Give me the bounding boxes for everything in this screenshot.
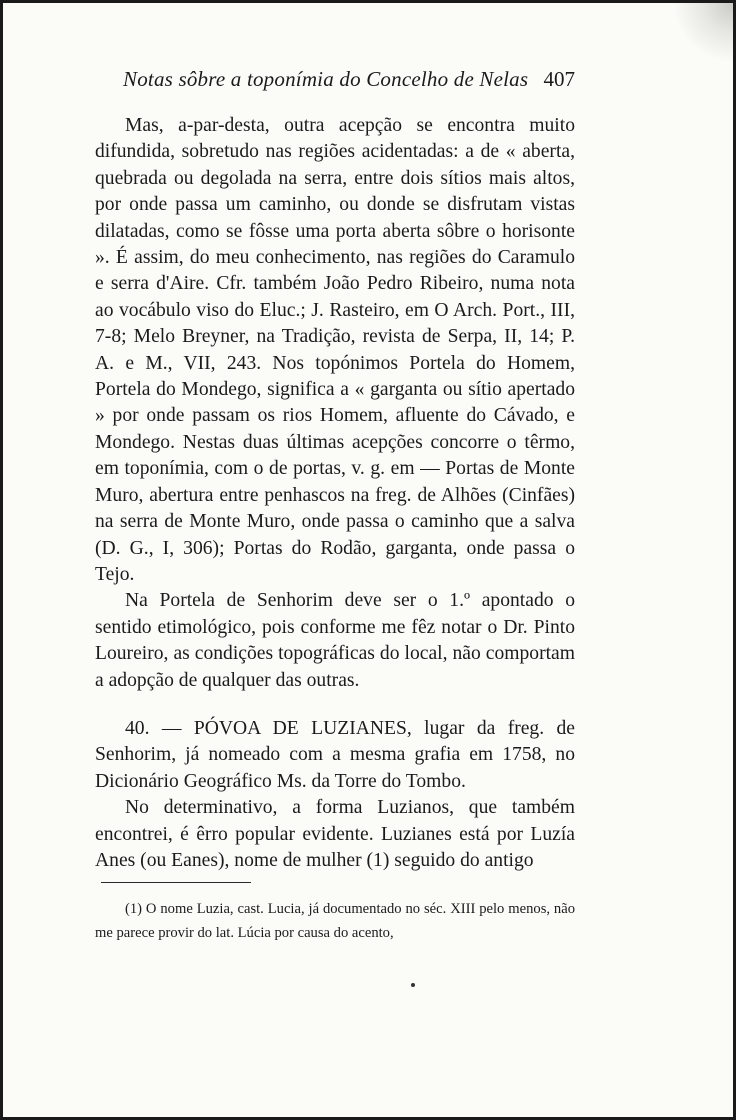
entry-40-povoa-de-luzianes: 40. — PÓVOA DE LUZIANES, lugar da freg. de Senhorim, já nomeado com a mesma grafia em 1758, no Dicionário Geográfico Ms. da Torre do Tombo. [95,717,575,792]
running-title: Notas sôbre a toponímia do Concelho de Nelas [123,67,529,91]
page-corner-shadow [673,3,733,63]
paragraph-portela-meanings: Mas, a-par-desta, outra acepção se encontra muito difundida, sobretudo nas regiões acidentadas: a de « aberta, quebrada ou degolada na serra, entre dois sítios mais altos, por onde passa um caminho, ou donde se disfrutam vistas dilatadas, como se fôsse uma porta aberta sôbre o horisonte ». É assim, do meu conhecimento, nas regiões do Caramulo e serra d'Aire. Cfr. também João Pedro Ribeiro, numa nota ao vocábulo viso do Eluc.; J. Rasteiro, em O Arch. Port., III, 7-8; Melo Breyner, na Tradição, revista de Serpa, II, 14; P. A. e M., VII, 243. Nos topónimos Portela do Homem, Portela do Mondego, significa a « garganta ou sítio apertado » por onde passam os rios Homem, afluente do Cávado, e Mondego. Nestas duas últimas acepções concorre o têrmo, em toponímia, com o de portas, v. g. em — Portas de Monte Muro, abertura entre penhascos na freg. de Alhões (Cinfães) na serra de Monte Muro, onde passa o caminho que a salva (D. G., I, 306); Portas do Rodão, garganta, onde passa o Tejo. [95,115,575,585]
running-head [95,65,575,99]
body-text [95,113,575,874]
footnote-1: (1) O nome Luzia, cast. Lucia, já documentado no séc. XIII pelo menos, não me parece provir do lat. Lúcia por causa do acento, [95,901,575,941]
paragraph-luzianes-etymology: No determinativo, a forma Luzianos, que também encontrei, é êrro popular evidente. Luzianes está por Luzía Anes (ou Eanes), nome de mulher (1) seguido do antigo [95,797,575,871]
paper-speck [411,983,415,987]
page-number: 407 [543,67,575,91]
footnote-divider [101,882,251,883]
footnotes [95,898,575,945]
paragraph-portela-senhorim: Na Portela de Senhorim deve ser o 1.º apontado o sentido etimológico, pois conforme me fêz notar o Dr. Pinto Loureiro, as condições topográficas do local, não comportam a adopção de qualquer das outras. [95,590,575,691]
